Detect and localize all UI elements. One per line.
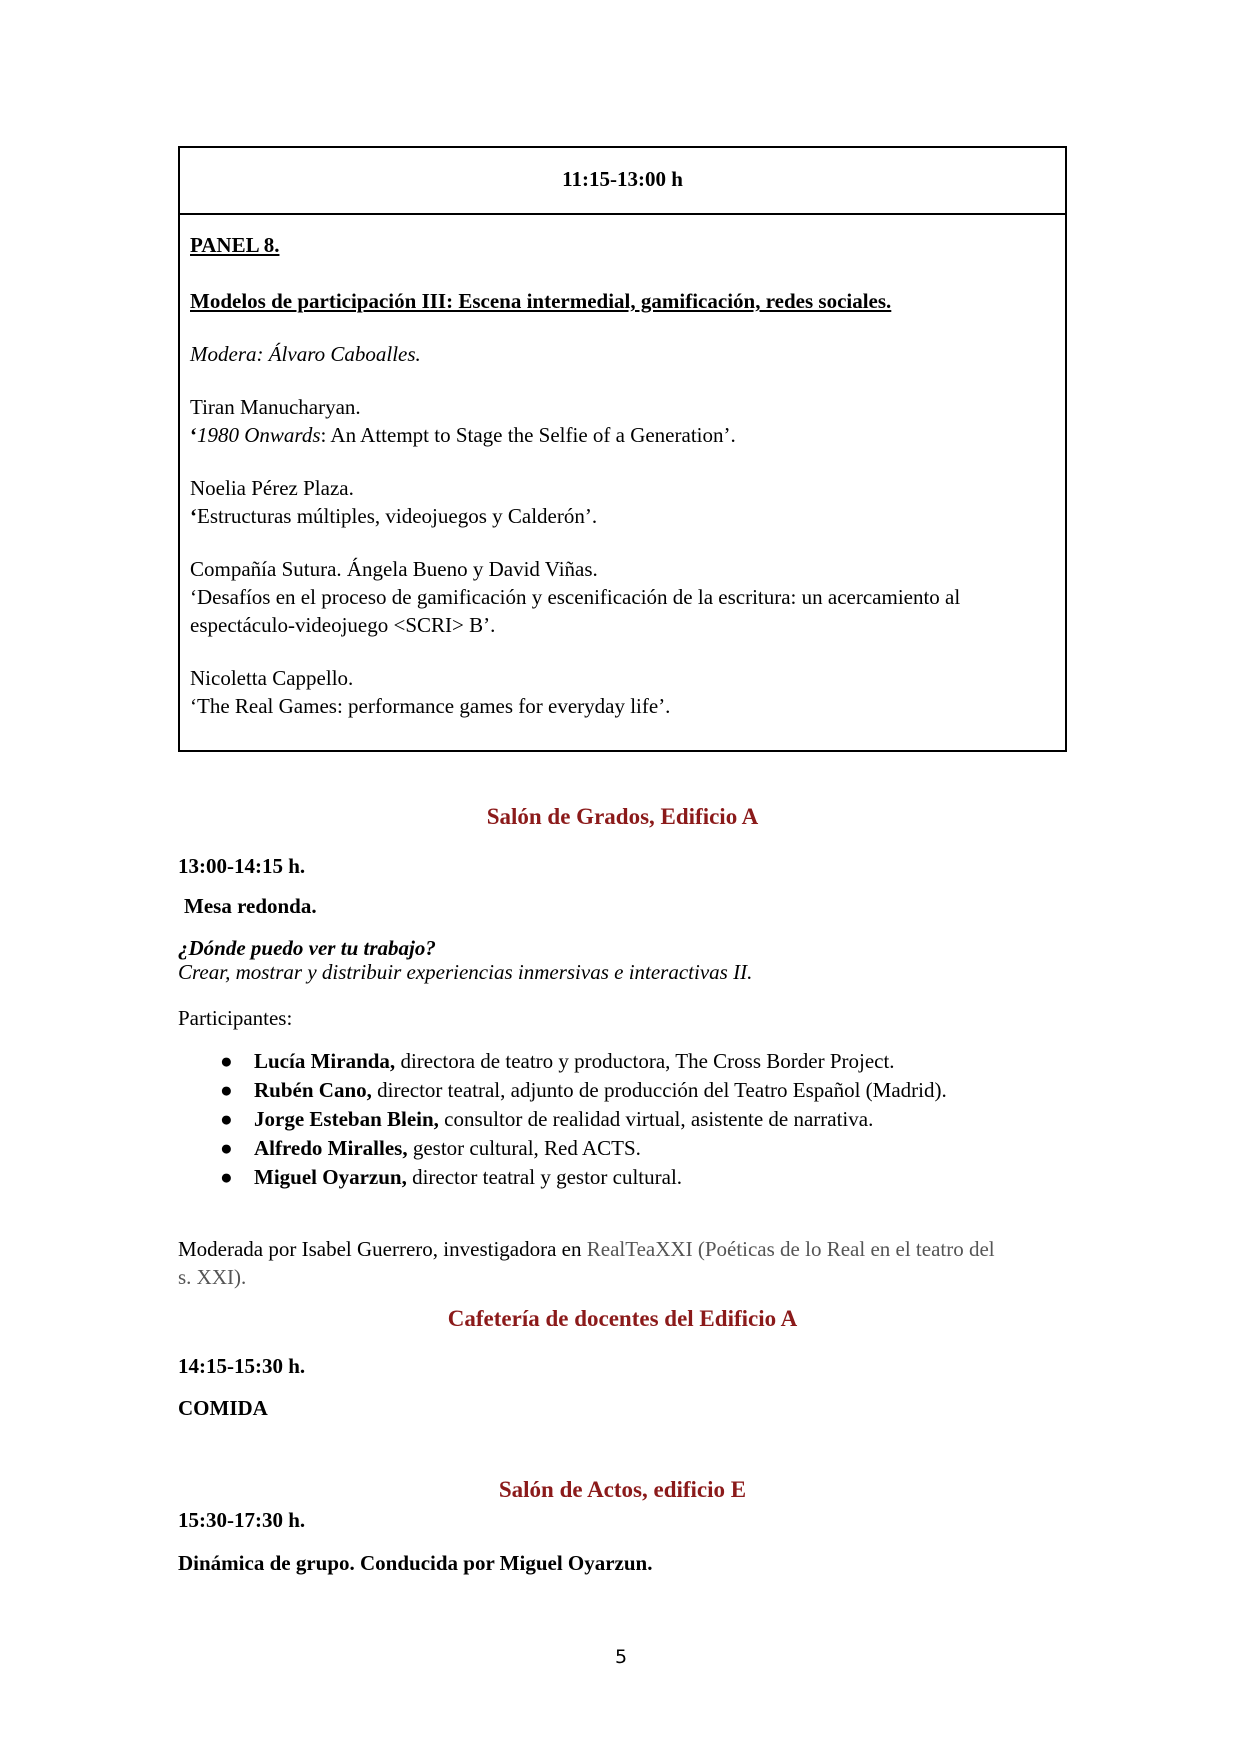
entry-title-line2: espectáculo-videojuego <SCRI> B’. (190, 613, 496, 637)
session-label-3: Dinámica de grupo. Conducida por Miguel Oyarzun. (178, 1551, 653, 1575)
panel-time: 11:15-13:00 h (180, 148, 1065, 215)
participant-role: consultor de realidad virtual, asistente de narrativa. (438, 1107, 874, 1131)
bullet-icon: ● (220, 1107, 233, 1131)
session-description: Crear, mostrar y distribuir experiencias inmersivas e interactivas II. (178, 960, 753, 984)
session-question: ¿Dónde puedo ver tu trabajo? (178, 936, 436, 960)
entry-title (190, 421, 1055, 449)
participant-name: Miguel Oyarzun, (254, 1165, 407, 1189)
entry-title-rest: : An Attempt to Stage the Selfie of a Generation’. (320, 423, 736, 447)
participants-label: Participantes: (178, 1006, 293, 1030)
list-item (178, 1105, 1067, 1134)
participants-list (178, 1047, 1067, 1192)
entry-title-rest: Estructuras múltiples, videojuegos y Calderón’. (197, 504, 598, 528)
panel-subtitle: Modelos de participación III: Escena intermedial, gamificación, redes sociales. (190, 289, 892, 313)
participant-name: Jorge Esteban Blein, (254, 1107, 439, 1131)
list-item (178, 1076, 1067, 1105)
session-time-3: 15:30-17:30 h. (178, 1508, 306, 1532)
entry-author: Compañía Sutura. Ángela Bueno y David Viñas. (190, 557, 598, 581)
session-time-2: 14:15-15:30 h. (178, 1354, 306, 1378)
list-item (178, 1163, 1067, 1192)
realteaxxi-link[interactable]: RealTeaXXI (Poéticas de lo Real en el teatro del (586, 1237, 995, 1261)
bullet-icon: ● (220, 1078, 233, 1102)
venue-heading-3: Salón de Actos, edificio E (498, 1477, 747, 1502)
participant-role: gestor cultural, Red ACTS. (407, 1136, 641, 1160)
venue-heading-1: Salón de Grados, Edificio A (486, 804, 759, 829)
panel-title: PANEL 8. (190, 233, 280, 257)
panel-entry (190, 393, 1055, 449)
list-item (178, 1134, 1067, 1163)
page-number: 5 (614, 1646, 628, 1668)
entry-title-line1: ‘Desafíos en el proceso de gamificación y escenificación de la escritura: un acercamiento al (190, 585, 961, 609)
panel-moderator: Modera: Álvaro Caboalles. (190, 342, 421, 366)
participant-name: Rubén Cano, (254, 1078, 372, 1102)
participant-role: director teatral y gestor cultural. (406, 1165, 683, 1189)
bullet-icon: ● (220, 1136, 233, 1160)
list-item (178, 1047, 1067, 1076)
bullet-icon: ● (220, 1165, 233, 1189)
panel-body (180, 231, 1065, 720)
venue-heading-2: Cafetería de docentes del Edificio A (447, 1306, 798, 1331)
entry-author: Noelia Pérez Plaza. (190, 476, 354, 500)
moderated-by (178, 1235, 1067, 1291)
entry-title-quote: ‘ (190, 504, 197, 528)
entry-author: Tiran Manucharyan. (190, 395, 361, 419)
panel-entry (190, 664, 1055, 720)
realteaxxi-link-cont[interactable]: s. XXI). (178, 1265, 247, 1289)
entry-title (190, 502, 1055, 530)
moderated-by-prefix: Moderada por Isabel Guerrero, investigadora en (178, 1237, 587, 1261)
participant-role: director teatral, adjunto de producción del Teatro Español (Madrid). (371, 1078, 947, 1102)
panel-table (178, 146, 1067, 752)
session-label-2: COMIDA (178, 1396, 268, 1420)
panel-entry (190, 555, 1055, 639)
panel-entry (190, 474, 1055, 530)
entry-title-italic: 1980 Onwards (197, 423, 321, 447)
entry-author: Nicoletta Cappello. (190, 666, 354, 690)
participant-name: Lucía Miranda, (254, 1049, 396, 1073)
bullet-icon: ● (220, 1049, 233, 1073)
participant-role: directora de teatro y productora, The Cross Border Project. (395, 1049, 895, 1073)
session-time-1: 13:00-14:15 h. (178, 854, 306, 878)
participant-name: Alfredo Miralles, (254, 1136, 408, 1160)
session-label-1: Mesa redonda. (184, 894, 317, 918)
entry-title-quote: ‘ (190, 423, 197, 447)
entry-title: ‘The Real Games: performance games for everyday life’. (190, 694, 671, 718)
